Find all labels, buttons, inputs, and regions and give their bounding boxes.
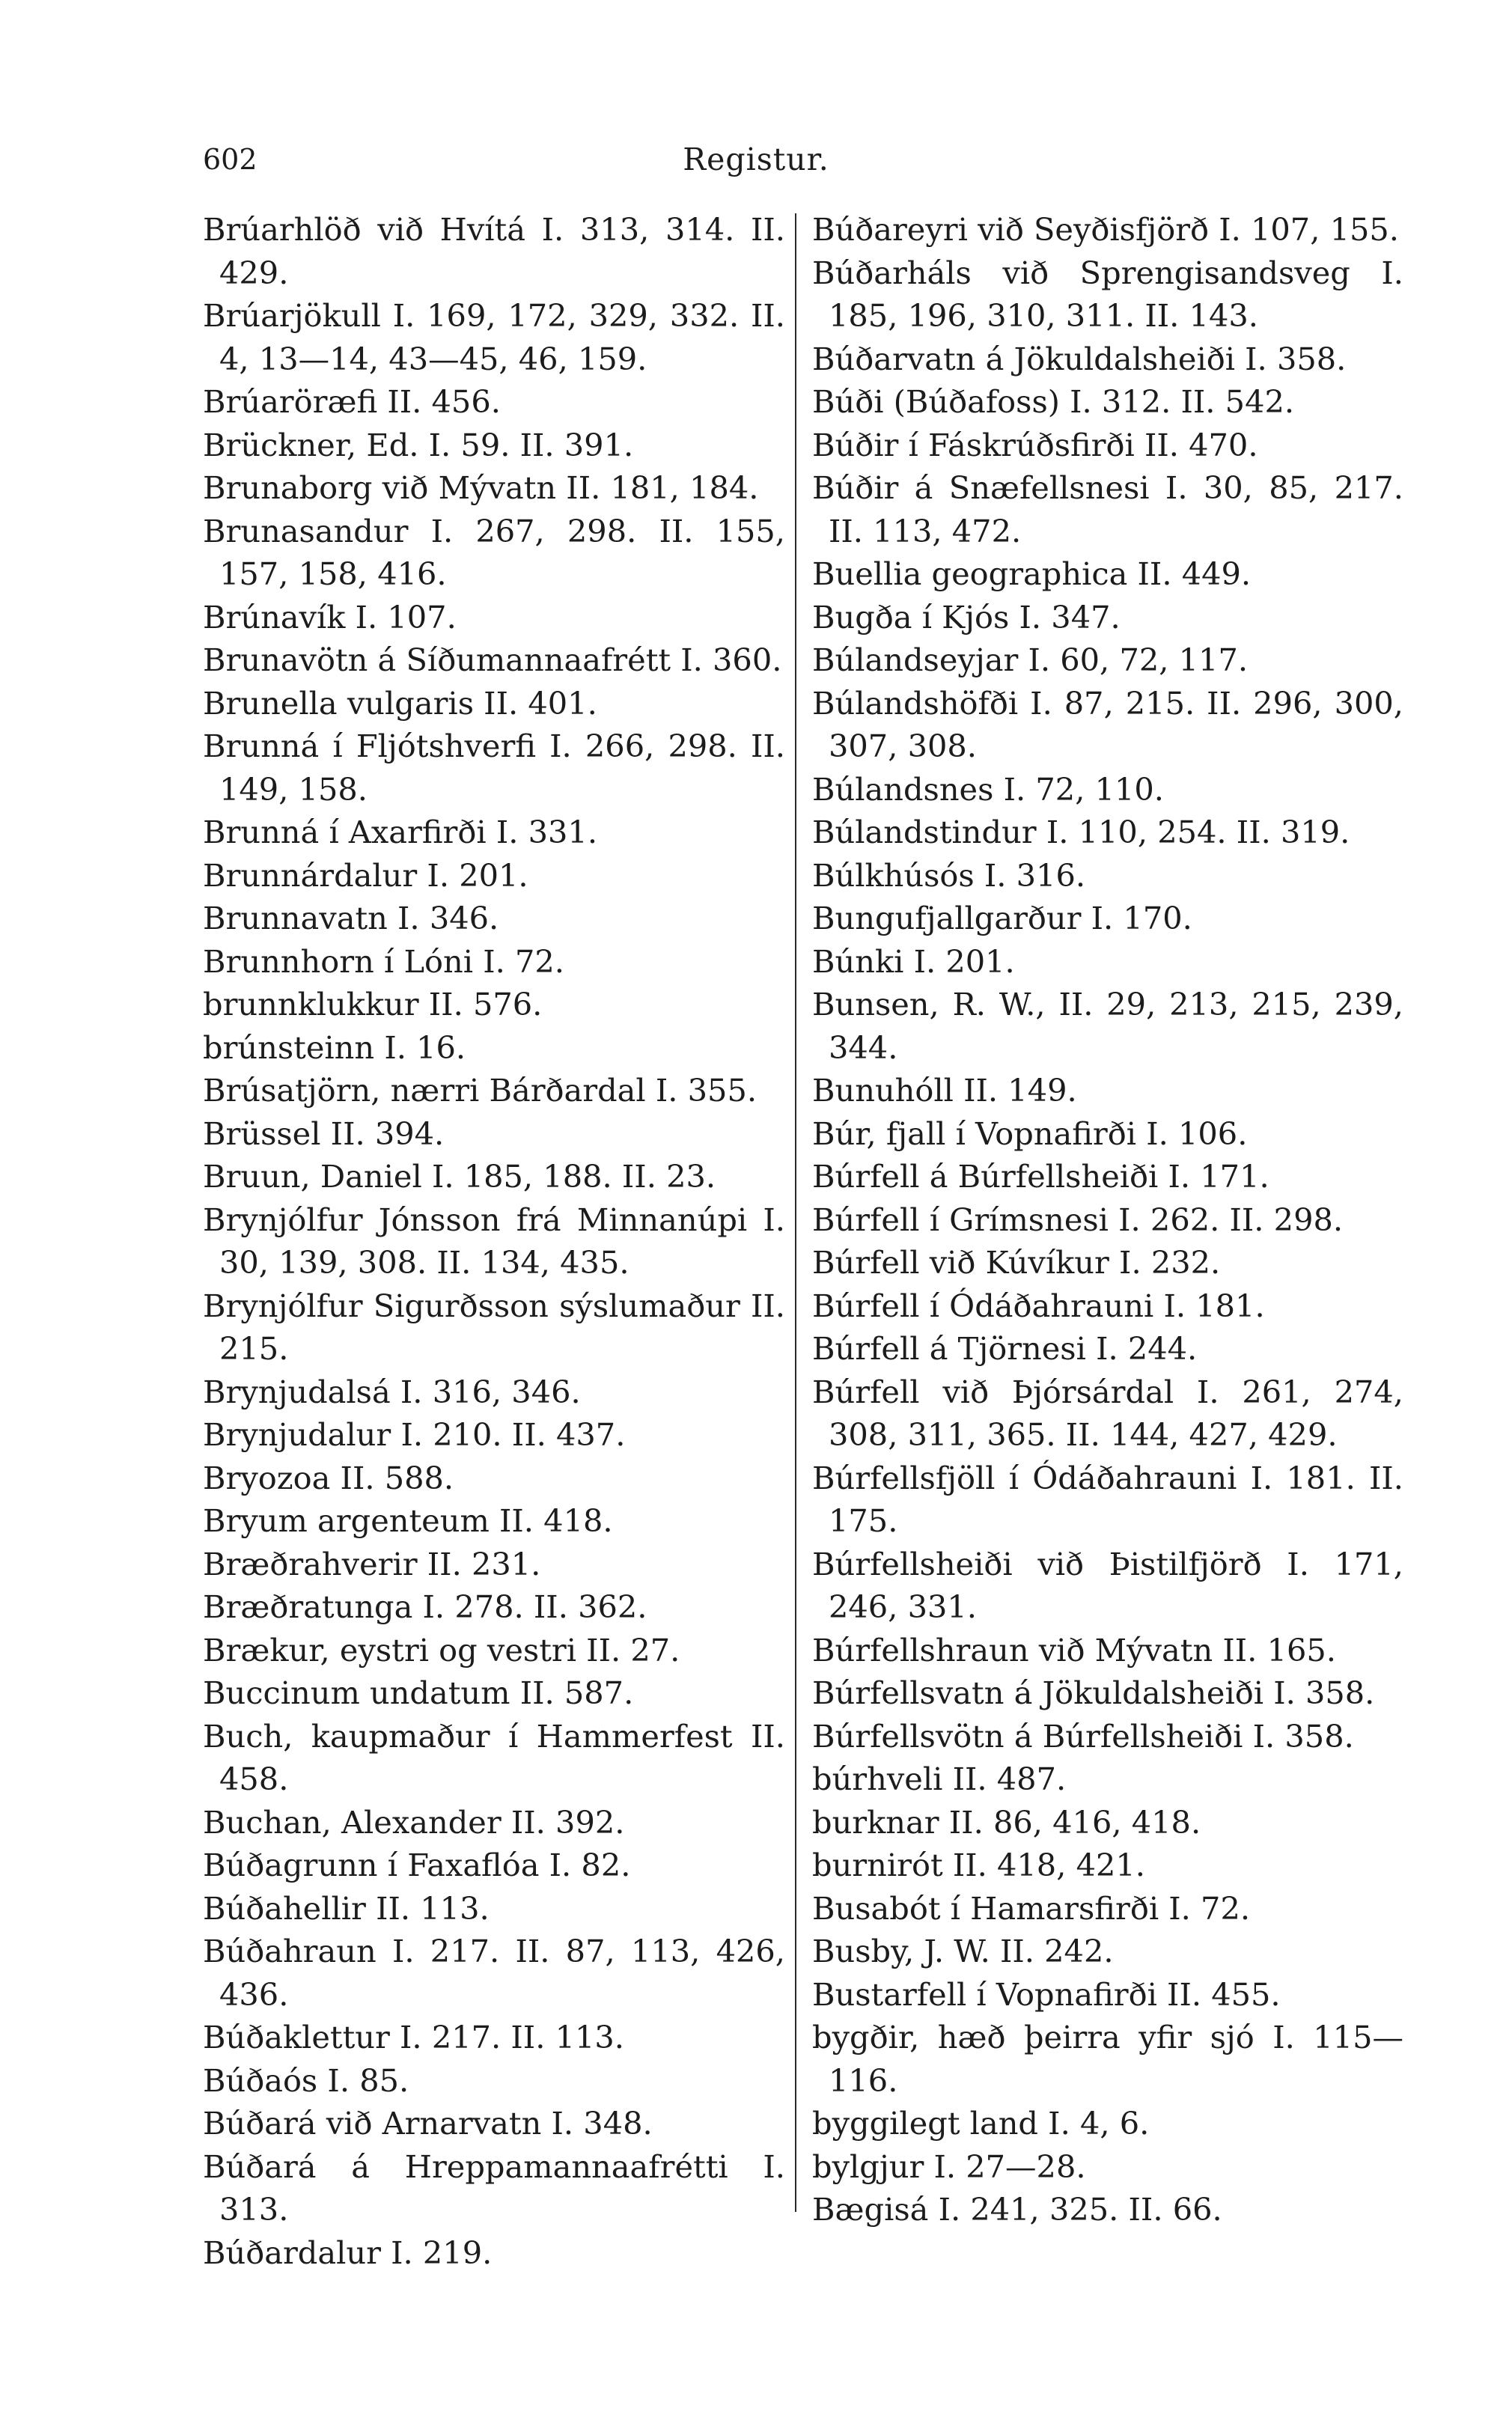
- index-entry: Búlandshöfði I. 87, 215. II. 296, 300, 307, 308.: [812, 684, 1403, 764]
- index-entry: Búðareyri við Seyðisfjörð I. 107, 155.: [812, 211, 1399, 248]
- index-entry: brúnsteinn I. 16.: [203, 1028, 466, 1066]
- index-entry: Bungufjallgarður I. 170.: [812, 900, 1192, 936]
- index-entry: Brúsatjörn, nærri Bárðardal I. 355.: [203, 1072, 757, 1109]
- index-entry: Bræðratunga I. 278. II. 362.: [203, 1588, 647, 1625]
- index-entry: Búrfell á Búrfellsheiði I. 171.: [812, 1158, 1269, 1195]
- index-column-left: [203, 208, 785, 2274]
- index-entry: Brynjólfur Jónsson frá Minnanúpi I. 30, 139, 308. II. 134, 435.: [203, 1201, 785, 1281]
- index-entry: Brækur, eystri og vestri II. 27.: [203, 1631, 680, 1668]
- index-entry: Búlandsnes I. 72, 110.: [812, 770, 1164, 808]
- index-entry: bylgjur I. 27—28.: [812, 2148, 1086, 2185]
- index-entry: Búlkhúsós I. 316.: [812, 856, 1086, 894]
- index-entry: Búðará við Arnarvatn I. 348.: [203, 2105, 653, 2142]
- index-entry: Brúarhlöð við Hvítá I. 313, 314. II. 429.: [203, 211, 785, 291]
- index-entry: Búði (Búðafoss) I. 312. II. 542.: [812, 383, 1295, 420]
- index-entry: Búrfell við Kúvíkur I. 232.: [812, 1244, 1221, 1281]
- index-entry: Brunná í Fljótshverfi I. 266, 298. II. 149, 158.: [203, 728, 785, 808]
- index-entry: Brúnavík I. 107.: [203, 598, 457, 636]
- index-entry: Búðahellir II. 113.: [203, 1889, 490, 1927]
- index-entry: Bægisá I. 241, 325. II. 66.: [812, 2191, 1222, 2228]
- index-entry: Brunavötn á Síðumannaafrétt I. 360.: [203, 641, 782, 678]
- index-entry: Búlandstindur I. 110, 254. II. 319.: [812, 814, 1350, 850]
- index-entry: Brynjólfur Sigurðsson sýslumaður II. 215.: [203, 1287, 785, 1367]
- index-entry: Búrfell á Tjörnesi I. 244.: [812, 1330, 1198, 1367]
- index-entry: Búrfellsvötn á Búrfellsheiði I. 358.: [812, 1717, 1354, 1755]
- index-entry: Brunnárdalur I. 201.: [203, 856, 528, 894]
- index-entry: Bunuhóll II. 149.: [812, 1072, 1077, 1109]
- index-entry: Búðará á Hreppamannaafrétti I. 313.: [203, 2148, 785, 2228]
- index-entry: Buccinum undatum II. 587.: [203, 1674, 634, 1711]
- index-entry: Bryozoa II. 588.: [203, 1459, 454, 1496]
- index-entry: Búrfell í Ódáðahrauni I. 181.: [812, 1287, 1265, 1324]
- index-entry: Brúarjökull I. 169, 172, 329, 332. II. 4, 13—14, 43—45, 46, 159.: [203, 297, 785, 377]
- index-entry: Brunella vulgaris II. 401.: [203, 684, 597, 722]
- index-entry: Bruun, Daniel I. 185, 188. II. 23.: [203, 1158, 716, 1195]
- index-entry: Brüssel II. 394.: [203, 1115, 445, 1152]
- index-entry: Bryum argenteum II. 418.: [203, 1502, 613, 1539]
- index-entry: Búðaós I. 85.: [203, 2061, 409, 2099]
- index-entry: Bustarfell í Vopnafirði II. 455.: [812, 1975, 1281, 2013]
- index-entry: Búðagrunn í Faxaflóa I. 82.: [203, 1847, 631, 1883]
- index-entry: Búr, fjall í Vopnafirði I. 106.: [812, 1115, 1248, 1152]
- index-entry: Busabót í Hamarsfirði I. 72.: [812, 1889, 1251, 1927]
- index-entry: Búðarháls við Sprengisandsveg I. 185, 196, 310, 311. II. 143.: [812, 254, 1403, 334]
- index-entry: burknar II. 86, 416, 418.: [812, 1803, 1201, 1841]
- page-number: 602: [203, 143, 257, 176]
- index-entry: Brunnavatn I. 346.: [203, 900, 499, 936]
- index-entry: Buellia geographica II. 449.: [812, 555, 1252, 592]
- index-entry: Brunaborg við Mývatn II. 181, 184.: [203, 469, 759, 506]
- index-entry: bygðir, hæð þeirra yfir sjó I. 115—116.: [812, 2019, 1403, 2099]
- index-entry: Brunná í Axarfirði I. 331.: [203, 814, 598, 850]
- index-column-right: [812, 208, 1403, 2231]
- index-entry: Búðir í Fáskrúðsfirði II. 470.: [812, 426, 1258, 463]
- index-entry: Bræðrahverir II. 231.: [203, 1545, 541, 1582]
- index-entry: Búrfellshraun við Mývatn II. 165.: [812, 1631, 1336, 1668]
- index-entry: Bugða í Kjós I. 347.: [812, 598, 1121, 636]
- index-entry: Búðir á Snæfellsnesi I. 30, 85, 217. II. 113, 472.: [812, 469, 1403, 549]
- index-entry: burnirót II. 418, 421.: [812, 1847, 1145, 1883]
- index-entry: Buchan, Alexander II. 392.: [203, 1803, 625, 1841]
- index-entry: Búðarvatn á Jökuldalsheiði I. 358.: [812, 340, 1347, 377]
- index-entry: Búnki I. 201.: [812, 942, 1015, 980]
- index-entry: Búlandseyjar I. 60, 72, 117.: [812, 641, 1249, 678]
- index-entry: Bunsen, R. W., II. 29, 213, 215, 239, 344.: [812, 986, 1403, 1066]
- index-entry: Búðahraun I. 217. II. 87, 113, 426, 436.: [203, 1933, 785, 2013]
- index-entry: Brunasandur I. 267, 298. II. 155, 157, 158, 416.: [203, 512, 785, 592]
- index-entry: Búrfell í Grímsnesi I. 262. II. 298.: [812, 1201, 1344, 1238]
- index-entry: Brynjudalur I. 210. II. 437.: [203, 1416, 626, 1453]
- index-entry: búrhveli II. 487.: [812, 1761, 1067, 1797]
- index-entry: Búrfellsfjöll í Ódáðahrauni I. 181. II. 175.: [812, 1459, 1403, 1539]
- index-entry: Brynjudalsá I. 316, 346.: [203, 1373, 581, 1410]
- index-entry: byggilegt land I. 4, 6.: [812, 2105, 1150, 2142]
- index-entry: brunnklukkur II. 576.: [203, 986, 543, 1023]
- index-entry: Búrfellsvatn á Jökuldalsheiði I. 358.: [812, 1674, 1375, 1711]
- index-entry: Buch, kaupmaður í Hammerfest II. 458.: [203, 1717, 785, 1797]
- index-entry: Busby, J. W. II. 242.: [812, 1933, 1114, 1969]
- index-entry: Brunnhorn í Lóni I. 72.: [203, 942, 564, 980]
- page-header: [0, 137, 1512, 182]
- column-divider: [795, 213, 796, 2212]
- index-entry: Búrfellsheiði við Þistilfjörð I. 171, 246, 331.: [812, 1545, 1403, 1625]
- index-entry: Búðaklettur I. 217. II. 113.: [203, 2019, 624, 2055]
- index-entry: Brückner, Ed. I. 59. II. 391.: [203, 426, 634, 463]
- index-entry: Búrfell við Þjórsárdal I. 261, 274, 308, 311, 365. II. 144, 427, 429.: [812, 1373, 1403, 1453]
- index-entry: Búðardalur I. 219.: [203, 2234, 493, 2271]
- running-title: Registur.: [683, 141, 829, 177]
- index-entry: Brúaröræfi II. 456.: [203, 383, 501, 420]
